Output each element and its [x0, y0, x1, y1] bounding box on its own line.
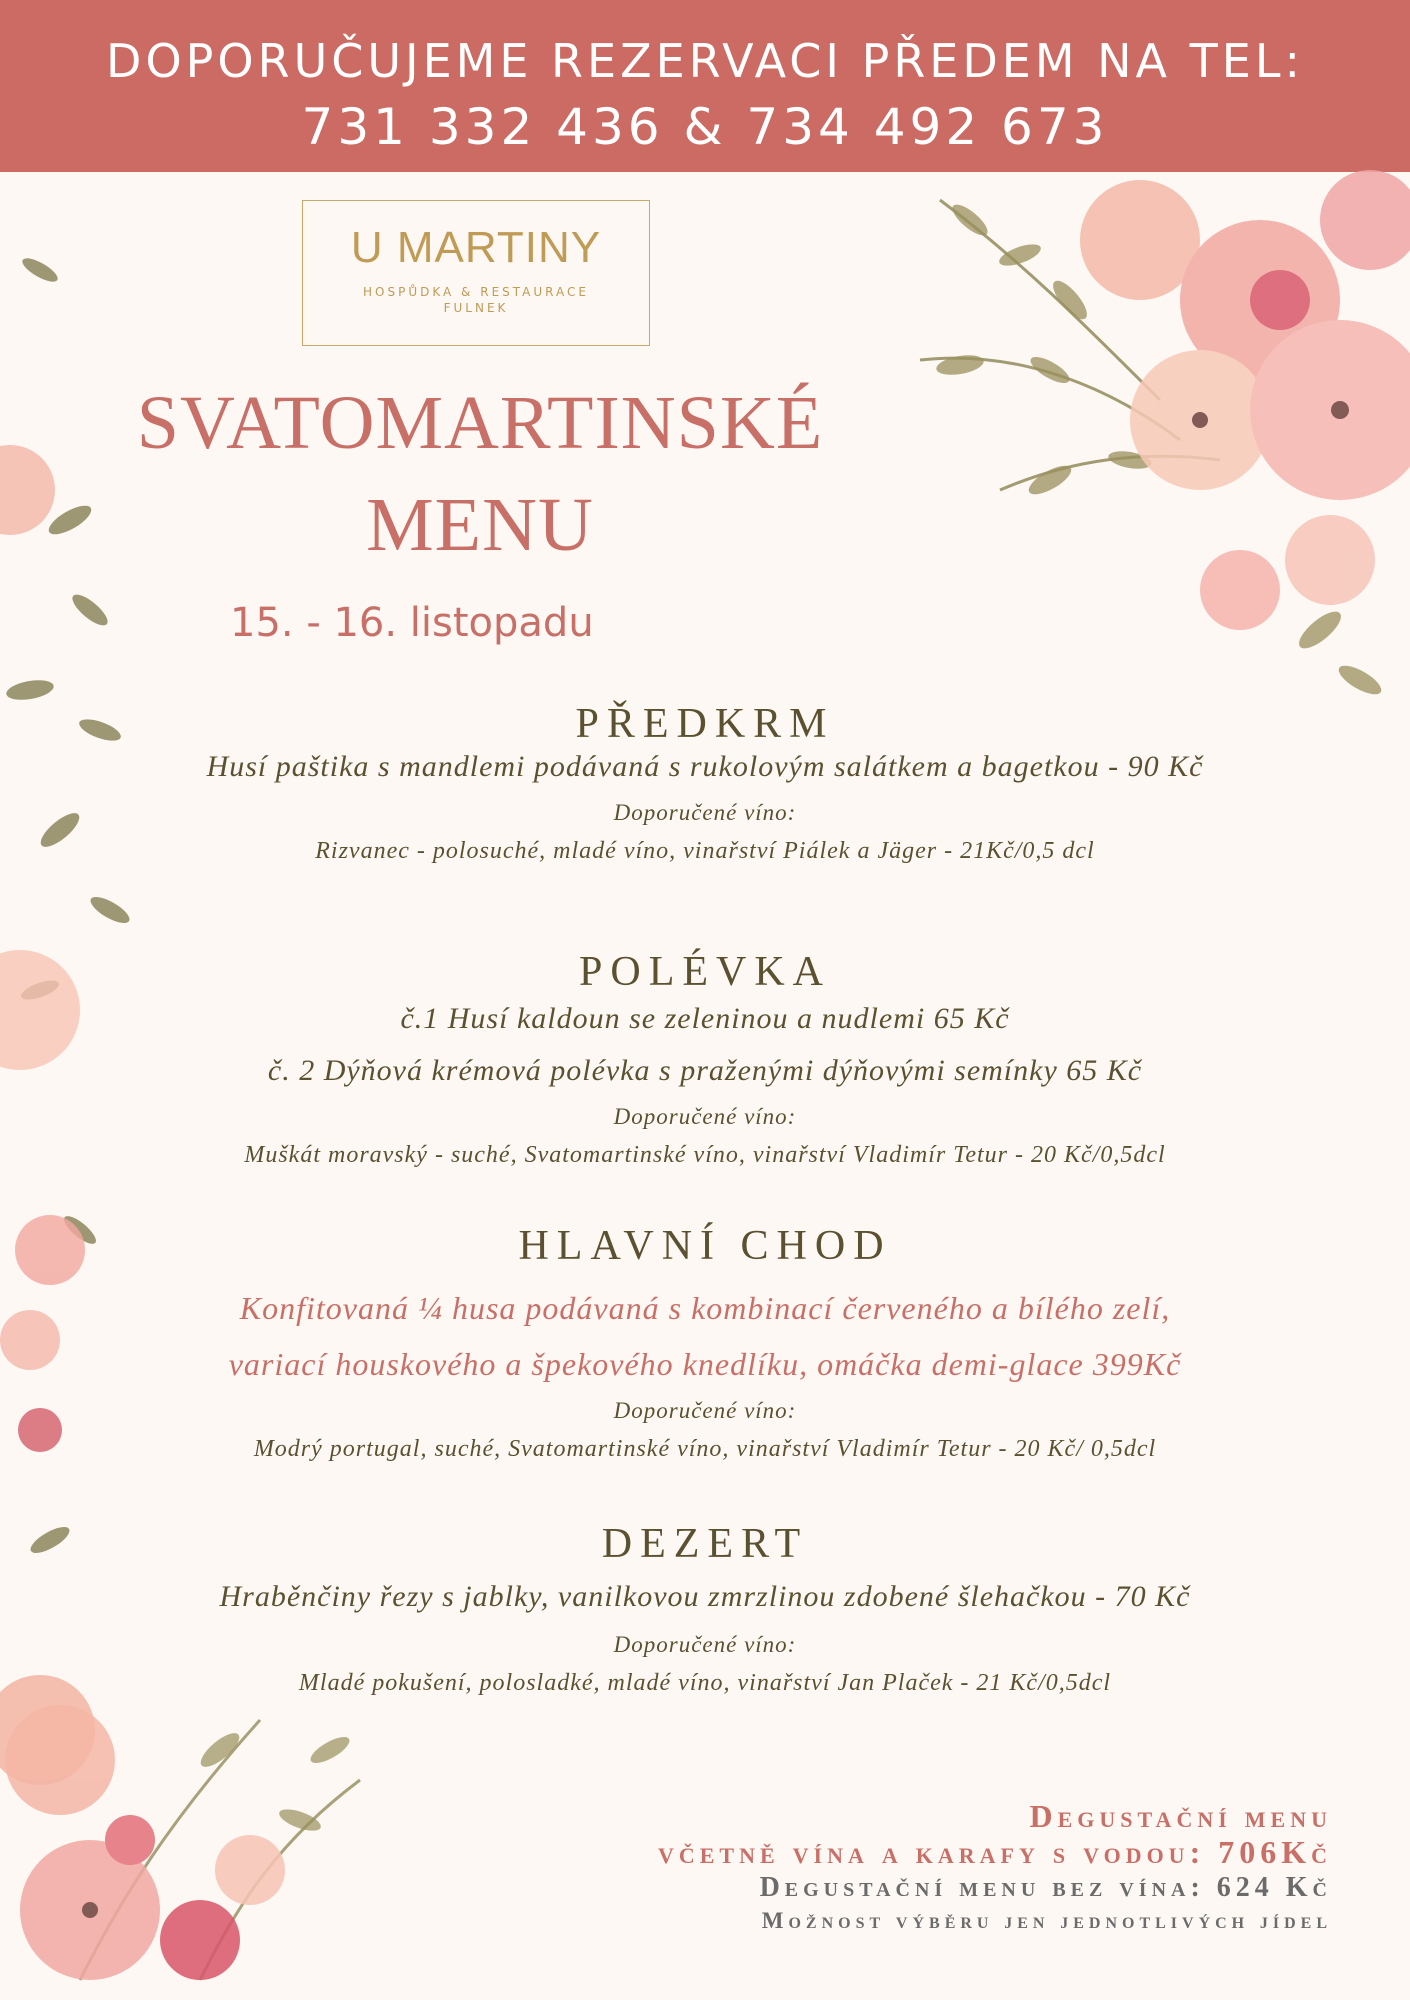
logo-location: FULNEK — [443, 301, 509, 315]
restaurant-logo — [302, 200, 650, 346]
wine-recommendation: Modrý portugal, suché, Svatomartinské víno, vinařství Vladimír Tetur - 20 Kč/ 0,5dcl — [253, 1436, 1157, 1462]
wine-recommendation: Rizvanec - polosuché, mladé víno, vinařství Piálek a Jäger - 21Kč/0,5 dcl — [315, 838, 1095, 864]
wine-label: Doporučené víno: — [613, 1398, 797, 1423]
section-heading-starter: PŘEDKRM — [575, 701, 835, 747]
logo-name: U MARTINY — [350, 223, 602, 272]
dish-soup-2: č. 2 Dýňová krémová polévka s praženými dýňovými semínky 65 Kč — [267, 1054, 1143, 1087]
dish-dessert: Hraběnčiny řezy s jablky, vanilkovou zmrzlinou zdobené šlehačkou - 70 Kč — [219, 1580, 1191, 1613]
wine-recommendation: Muškát moravský - suché, Svatomartinské víno, vinařství Vladimír Tetur - 20 Kč/0,5dcl — [244, 1142, 1166, 1168]
tasting-menu-with-wine-price: včetně vína a karafy s vodou: 706Kč — [657, 1834, 1332, 1870]
section-heading-soup: POLÉVKA — [579, 949, 831, 995]
menu-title-line-2: MENU — [366, 483, 594, 567]
section-heading-dessert: DEZERT — [601, 1521, 809, 1567]
reservation-banner — [0, 0, 1410, 172]
dish-main-line-2: variací houskového a špekového knedlíku, omáčka demi-glace 399Kč — [228, 1346, 1182, 1382]
dish-main-line-1: Konfitovaná ¼ husa podávaná s kombinací červeného a bílého zelí, — [239, 1290, 1171, 1326]
tasting-menu-label: Degustační menu — [1029, 1798, 1332, 1834]
reservation-line-1: DOPORUČUJEME REZERVACI PŘEDEM NA TEL: — [106, 34, 1304, 88]
individual-dishes-note: Možnost výběru jen jednotlivých jídel — [761, 1908, 1332, 1933]
dish-soup-1: č.1 Husí kaldoun se zeleninou a nudlemi 65 Kč — [400, 1002, 1010, 1035]
menu-date: 15. - 16. listopadu — [230, 600, 594, 646]
wine-recommendation: Mladé pokušení, polosladké, mladé víno, vinařství Jan Plaček - 21 Kč/0,5dcl — [298, 1670, 1112, 1696]
section-heading-main: HLAVNÍ CHOD — [518, 1223, 892, 1269]
wine-label: Doporučené víno: — [613, 1632, 797, 1657]
wine-label: Doporučené víno: — [613, 800, 797, 825]
logo-subtitle: HOSPŮDKA & RESTAURACE — [363, 285, 589, 299]
wine-label: Doporučené víno: — [613, 1104, 797, 1129]
tasting-menu-without-wine-price: Degustační menu bez vína: 624 Kč — [759, 1872, 1332, 1903]
reservation-phones: 731 332 436 & 734 492 673 — [301, 98, 1109, 156]
floral-decoration-top-right — [900, 160, 1410, 720]
dish-starter: Husí paštika s mandlemi podávaná s rukolovým salátkem a bagetkou - 90 Kč — [206, 750, 1204, 783]
menu-title-line-1: SVATOMARTINSKÉ — [136, 381, 824, 465]
